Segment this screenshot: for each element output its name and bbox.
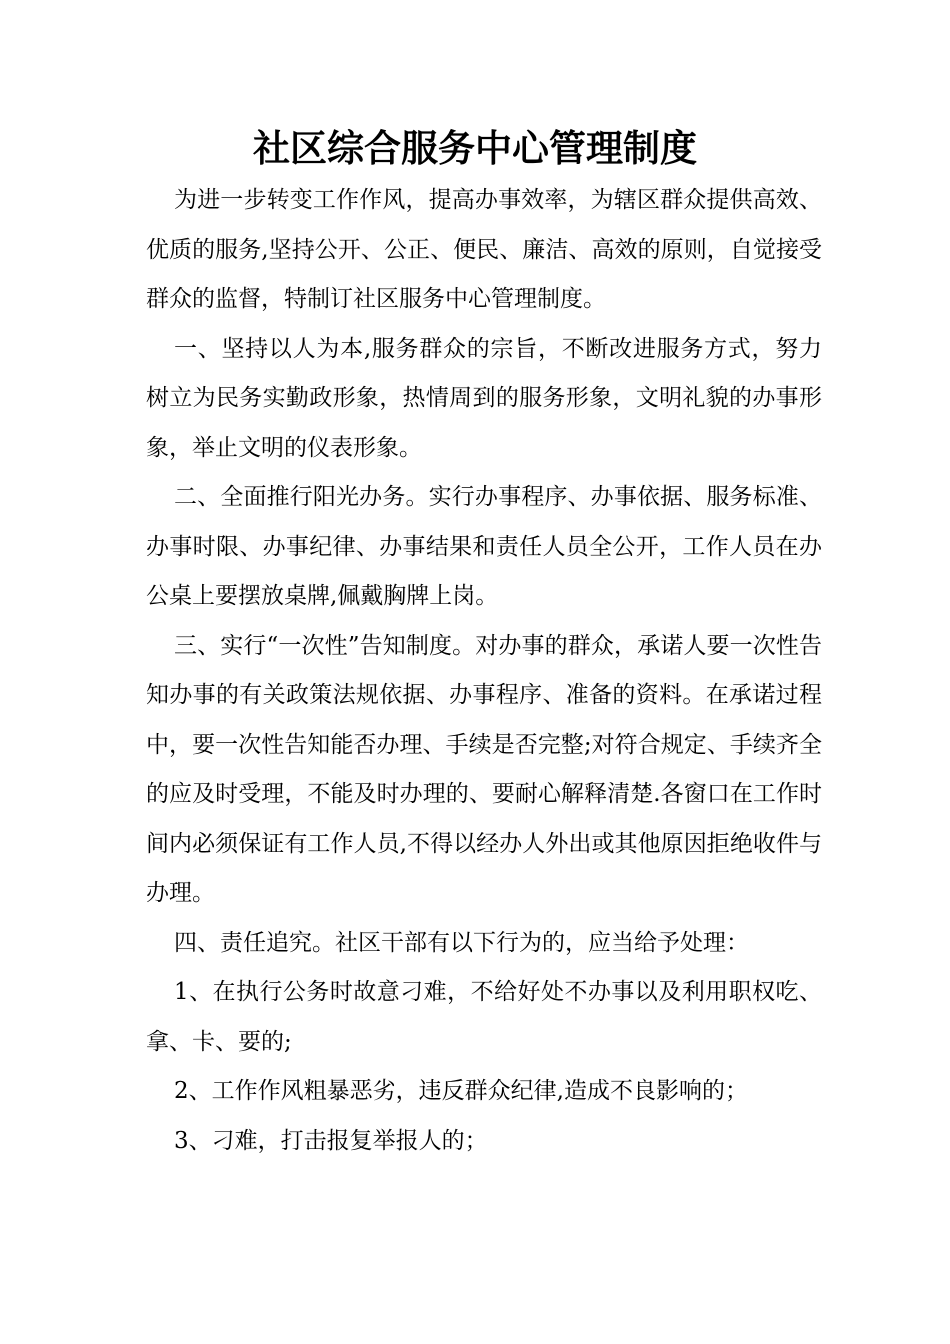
paragraph-section-4: 四、责任追究。社区干部有以下行为的，应当给予处理：: [174, 929, 749, 956]
document-title: 社区综合服务中心管理制度: [253, 126, 697, 170]
list-item-3: 3、刁难，打击报复举报人的；: [174, 1127, 488, 1154]
paragraph-section-2: 二、全面推行阳光办务。实行办事程序、办事依据、服务标准、办事时限、办事纪律、办事结果和责任人员全公开，工作人员在办公桌上要摆放桌牌,佩戴胸牌上岗。: [146, 484, 822, 609]
paragraph-section-3: 三、实行“一次性”告知制度。对办事的群众，承诺人要一次性告知办事的有关政策法规依据、办事程序、准备的资料。在承诺过程中，要一次性告知能否办理、手续是否完整;对符合规定、手续齐全的应及时受理，不能及时办理的、要耐心解释清楚.各窗口在工作时间内必须保证有工作人员,不得以经办人外出或其他原因拒绝收件与办理。: [146, 632, 822, 906]
paragraph-section-1: 一、坚持以人为本,服务群众的宗旨，不断改进服务方式，努力树立为民务实勤政形象，热情周到的服务形象，文明礼貌的办事形象，举止文明的仪表形象。: [146, 335, 822, 461]
list-item-1: 1、在执行公务时故意刁难，不给好处不办事以及利用职权吃、拿、卡、要的;: [146, 979, 822, 1055]
list-item-2: 2、工作作风粗暴恶劣，违反群众纪律,造成不良影响的；: [174, 1078, 748, 1104]
document-body: [146, 176, 822, 1166]
paragraph-intro: 为进一步转变工作作风，提高办事效率，为辖区群众提供高效、优质的服务,坚持公开、公正、便民、廉洁、高效的原则，自觉接受群众的监督，特制订社区服务中心管理制度。: [146, 187, 822, 312]
